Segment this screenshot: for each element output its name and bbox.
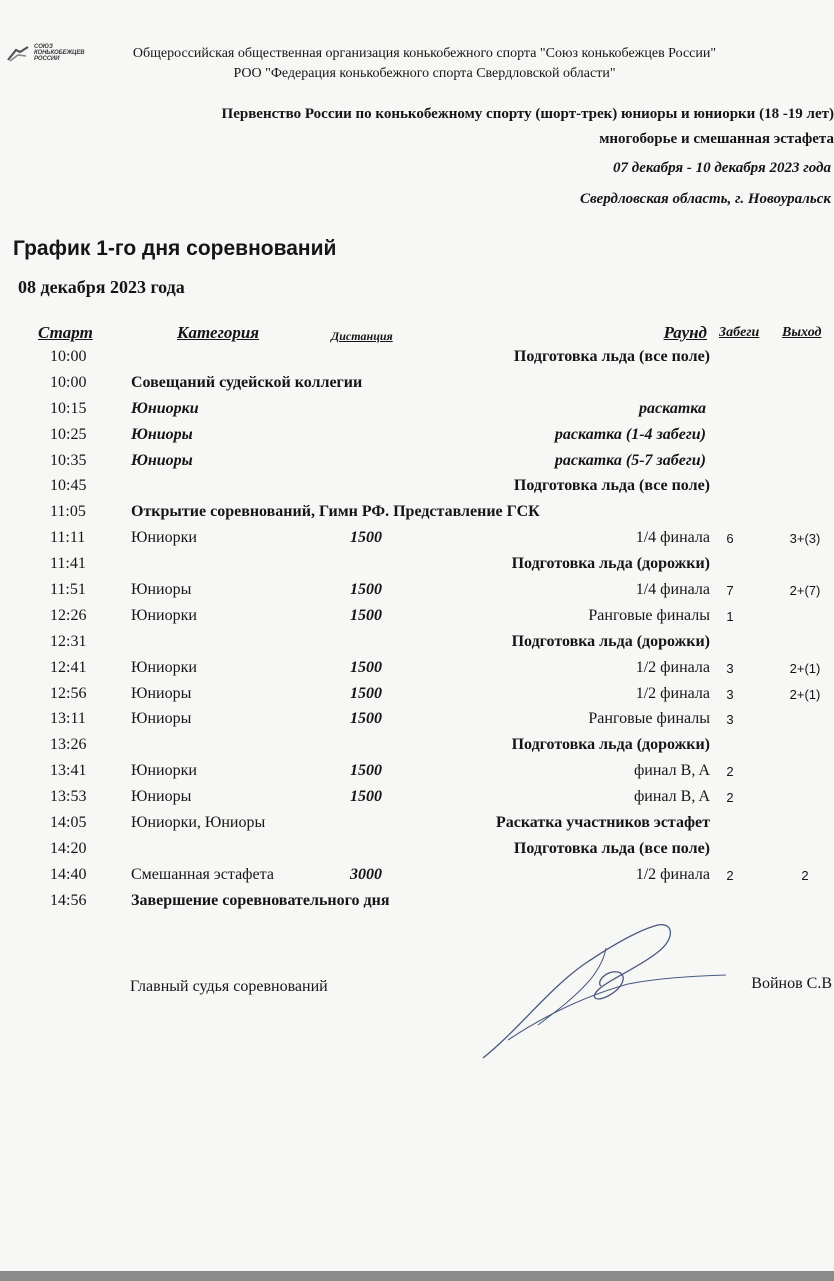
row-round: раскатка: [639, 399, 706, 417]
row-time: 12:56: [50, 684, 87, 702]
row-heats: 2: [726, 764, 734, 780]
row-time: 11:41: [50, 555, 86, 573]
row-time: 10:45: [50, 477, 87, 495]
row-heats: 3: [726, 712, 734, 728]
row-round: Ранговые финалы: [588, 606, 710, 624]
championship-place: Свердловская область, г. Новоуральск: [580, 191, 831, 207]
row-heats: 3: [726, 660, 734, 676]
row-time: 12:26: [50, 606, 87, 624]
row-exit: 2+(1): [789, 686, 821, 702]
row-time: 10:15: [50, 399, 87, 417]
row-round: 1/4 финала: [635, 581, 710, 599]
row-distance: 3000: [350, 865, 382, 883]
column-header-heats: Забеги: [719, 325, 760, 340]
schedule-row: [0, 578, 834, 604]
row-category: Юниорки, Юниоры: [131, 814, 266, 832]
row-time: 14:20: [50, 839, 87, 857]
schedule-row: [0, 682, 834, 708]
row-category: Юниоры: [131, 684, 192, 702]
row-category: Юниорки: [131, 762, 197, 780]
row-distance: 1500: [350, 762, 382, 780]
row-time: 14:05: [50, 814, 87, 832]
row-event: Совещаний судейской коллегии: [131, 373, 363, 391]
row-exit: 2: [801, 867, 809, 883]
schedule-row: [0, 733, 834, 759]
schedule-row: [0, 837, 834, 863]
championship-subtitle: многоборье и смешанная эстафета: [599, 131, 834, 147]
row-category: Юниоры: [131, 451, 193, 469]
row-time: 12:31: [50, 632, 87, 650]
row-round: 1/2 финала: [635, 865, 710, 883]
schedule-row: [0, 707, 834, 733]
row-distance: 1500: [350, 788, 382, 806]
row-round: финал B, A: [633, 762, 710, 780]
row-round: 1/2 финала: [635, 684, 710, 702]
signature-icon: [478, 920, 728, 1065]
row-time: 11:05: [50, 503, 86, 521]
scan-edge: [0, 1271, 834, 1281]
row-time: 12:41: [50, 658, 87, 676]
row-exit: 2+(7): [789, 583, 821, 599]
column-header-exit: Выход: [782, 325, 822, 340]
row-category: Юниорки: [131, 606, 197, 624]
row-exit: 2+(1): [789, 660, 821, 676]
schedule-row: [0, 397, 834, 423]
row-time: 10:00: [50, 373, 87, 391]
row-category: Юниоры: [131, 788, 192, 806]
schedule-row: [0, 811, 834, 837]
championship-title: Первенство России по конькобежному спорту (шорт-трек) юниоры и юниорки (18 -19 лет): [221, 106, 834, 122]
organization-line-1: Общероссийская общественная организация конькобежного спорта "Союз конькобежцев России": [132, 46, 717, 61]
row-category: Юниоры: [131, 710, 192, 728]
row-time: 13:53: [50, 788, 87, 806]
row-time: 11:11: [50, 529, 86, 547]
organization-line-2: РОО "Федерация конькобежного спорта Свердловской области": [233, 66, 616, 81]
row-time: 13:11: [50, 710, 86, 728]
schedule-row: [0, 863, 834, 889]
schedule-row: [0, 345, 834, 371]
row-round: Ранговые финалы: [588, 710, 710, 728]
schedule-row: [0, 552, 834, 578]
schedule-row: [0, 500, 834, 526]
row-time: 14:40: [50, 865, 87, 883]
row-heats: 1: [726, 608, 734, 624]
row-event: Завершение соревновательного дня: [131, 891, 390, 909]
row-exit: 3+(3): [789, 531, 821, 547]
row-time: 13:26: [50, 736, 87, 754]
column-header-start: Старт: [38, 323, 93, 342]
row-round: финал B, A: [633, 788, 710, 806]
row-heats: 2: [726, 867, 734, 883]
schedule-row: [0, 449, 834, 475]
schedule-row: [0, 759, 834, 785]
row-time: 11:51: [50, 581, 86, 599]
row-round: Раскатка участников эстафет: [495, 814, 710, 832]
row-heats: 6: [726, 531, 734, 547]
row-time: 10:00: [50, 348, 87, 365]
row-round: раскатка (1-4 забеги): [554, 425, 706, 443]
row-heats: 3: [726, 686, 734, 702]
row-round: Подготовка льда (все поле): [513, 839, 710, 857]
column-header-round: Раунд: [663, 323, 707, 342]
row-round: раскатка (5-7 забеги): [554, 451, 706, 469]
chief-judge-label: Главный судья соревнований: [130, 978, 328, 995]
row-category: Смешанная эстафета: [131, 865, 274, 883]
row-category: Юниорки: [131, 529, 197, 547]
row-round: Подготовка льда (все поле): [513, 477, 710, 495]
row-time: 13:41: [50, 762, 87, 780]
row-round: Подготовка льда (дорожки): [511, 736, 710, 754]
row-time: 14:56: [50, 891, 87, 909]
row-distance: 1500: [350, 658, 382, 676]
schedule-title: График 1-го дня соревнований: [13, 237, 337, 260]
schedule-row: [0, 656, 834, 682]
schedule-row: [0, 604, 834, 630]
column-header-category: Категория: [177, 323, 260, 342]
row-distance: 1500: [350, 710, 382, 728]
row-category: Юниорки: [131, 658, 197, 676]
logo-text: СОЮЗ КОНЬКОБЕЖЦЕВ РОССИИ: [34, 44, 85, 62]
chief-judge-name: Войнов С.В: [751, 975, 832, 992]
row-time: 10:25: [50, 425, 87, 443]
schedule-row: [0, 630, 834, 656]
column-header-distance: Дистанция: [331, 329, 393, 343]
schedule-row: [0, 526, 834, 552]
schedule-row: [0, 889, 834, 915]
schedule-row: [0, 785, 834, 811]
row-event: Открытие соревнований, Гимн РФ. Представление ГСК: [131, 503, 540, 521]
row-heats: 2: [726, 790, 734, 806]
row-round: Подготовка льда (дорожки): [511, 632, 710, 650]
row-category: Юниоры: [131, 581, 192, 599]
schedule-row: [0, 474, 834, 500]
row-distance: 1500: [350, 684, 382, 702]
schedule-row: [0, 423, 834, 449]
row-category: Юниорки: [131, 399, 199, 417]
row-distance: 1500: [350, 606, 382, 624]
schedule-date: 08 декабря 2023 года: [18, 277, 185, 297]
schedule-row: [0, 371, 834, 397]
championship-dates: 07 декабря - 10 декабря 2023 года: [613, 160, 831, 176]
row-round: 1/4 финала: [635, 529, 710, 547]
row-category: Юниоры: [131, 425, 193, 443]
row-heats: 7: [726, 583, 734, 599]
row-round: 1/2 финала: [635, 658, 710, 676]
row-round: Подготовка льда (дорожки): [511, 555, 710, 573]
row-distance: 1500: [350, 529, 382, 547]
row-round: Подготовка льда (все поле): [513, 348, 710, 365]
row-time: 10:35: [50, 451, 87, 469]
schedule-table: [0, 345, 834, 915]
row-distance: 1500: [350, 581, 382, 599]
